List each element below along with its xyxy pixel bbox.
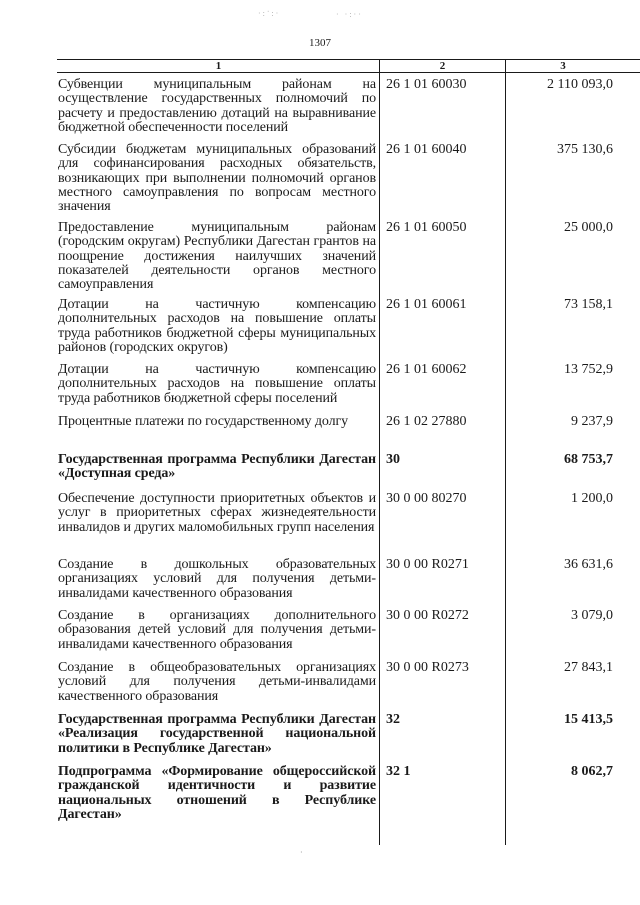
row-code: 26 1 01 60061 bbox=[386, 297, 467, 312]
column-divider-1 bbox=[379, 59, 380, 845]
scan-mark-right: · ·:·· bbox=[336, 10, 363, 19]
row-code: 26 1 01 60050 bbox=[386, 220, 467, 235]
row-amount: 15 413,5 bbox=[564, 712, 613, 727]
row-code: 32 1 bbox=[386, 764, 411, 779]
row-amount: 375 130,6 bbox=[557, 142, 613, 157]
row-amount: 36 631,6 bbox=[564, 557, 613, 572]
row-code: 26 1 01 60040 bbox=[386, 142, 467, 157]
row-amount: 2 110 093,0 bbox=[547, 77, 613, 92]
row-amount: 68 753,7 bbox=[564, 452, 613, 467]
row-name: Процентные платежи по государственному долгу bbox=[58, 414, 349, 429]
row-name: Создание в общеобразовательных организациях условий для получения детьми-инвалидами качественного образования bbox=[58, 660, 376, 704]
row-name: Дотации на частичную компенсацию дополнительных расходов на повышение оплаты труда работников бюджетной сферы поселений bbox=[58, 362, 376, 406]
row-code: 30 bbox=[386, 452, 400, 467]
row-name: Субвенции муниципальным районам на осуществление государственных полномочий по расчету и предоставлению дотаций на выравнивание бюджетной обеспеченности поселений bbox=[58, 77, 376, 135]
row-name: Предоставление муниципальным районам (городским округам) Республики Дагестан грантов на поощрение достижения наилучших значений показателей деятельности органов местного самоуправления bbox=[58, 220, 376, 293]
column-header-3: 3 bbox=[560, 60, 566, 72]
row-name: Субсидии бюджетам муниципальных образований для софинансирования расходных обязательств, возникающих при выполнении полномочий органов местного самоуправления по вопросам местного значения bbox=[58, 142, 376, 215]
row-code: 32 bbox=[386, 712, 400, 727]
row-name: Дотации на частичную компенсацию дополнительных расходов на повышение оплаты труда работников бюджетной сферы муниципальных районов (городских округов) bbox=[58, 297, 376, 355]
page-number: 1307 bbox=[309, 37, 331, 49]
row-amount: 3 079,0 bbox=[571, 608, 613, 623]
row-code: 30 0 00 R0273 bbox=[386, 660, 469, 675]
row-name: Подпрограмма «Формирование общероссийской гражданской идентичности и развитие национальных отношений в Республике Дагестан» bbox=[58, 764, 376, 822]
column-header-1: 1 bbox=[215, 60, 222, 72]
scan-mark-left: ·:ॱ:· bbox=[258, 9, 281, 18]
header-bottom-rule bbox=[57, 72, 640, 73]
column-header-2: 2 bbox=[439, 60, 446, 72]
row-amount: 25 000,0 bbox=[564, 220, 613, 235]
row-code: 26 1 01 60062 bbox=[386, 362, 467, 377]
row-amount: 13 752,9 bbox=[564, 362, 613, 377]
row-amount: 73 158,1 bbox=[564, 297, 613, 312]
row-code: 26 1 01 60030 bbox=[386, 77, 467, 92]
row-name: Государственная программа Республики Дагестан «Реализация государственной национальной политики в Республике Дагестан» bbox=[58, 712, 376, 756]
row-name: Создание в организациях дополнительного образования детей условий для получения детьми-инвалидами качественного образования bbox=[58, 608, 376, 652]
column-divider-2 bbox=[505, 59, 506, 845]
row-name: Обеспечение доступности приоритетных объектов и услуг в приоритетных сферах жизнедеятельности инвалидов и других маломобильных групп населения bbox=[58, 491, 376, 535]
row-amount: 8 062,7 bbox=[571, 764, 613, 779]
row-name: Создание в дошкольных образовательных организациях условий для получения детьми-инвалидами качественного образования bbox=[58, 557, 376, 601]
row-name: Государственная программа Республики Дагестан «Доступная среда» bbox=[58, 452, 376, 482]
row-code: 30 0 00 R0272 bbox=[386, 608, 469, 623]
row-amount: 27 843,1 bbox=[564, 660, 613, 675]
row-code: 26 1 02 27880 bbox=[386, 414, 467, 429]
row-code: 30 0 00 R0271 bbox=[386, 557, 469, 572]
scan-dot: · bbox=[300, 848, 305, 857]
row-code: 30 0 00 80270 bbox=[386, 491, 467, 506]
row-amount: 9 237,9 bbox=[571, 414, 613, 429]
row-amount: 1 200,0 bbox=[571, 491, 613, 506]
